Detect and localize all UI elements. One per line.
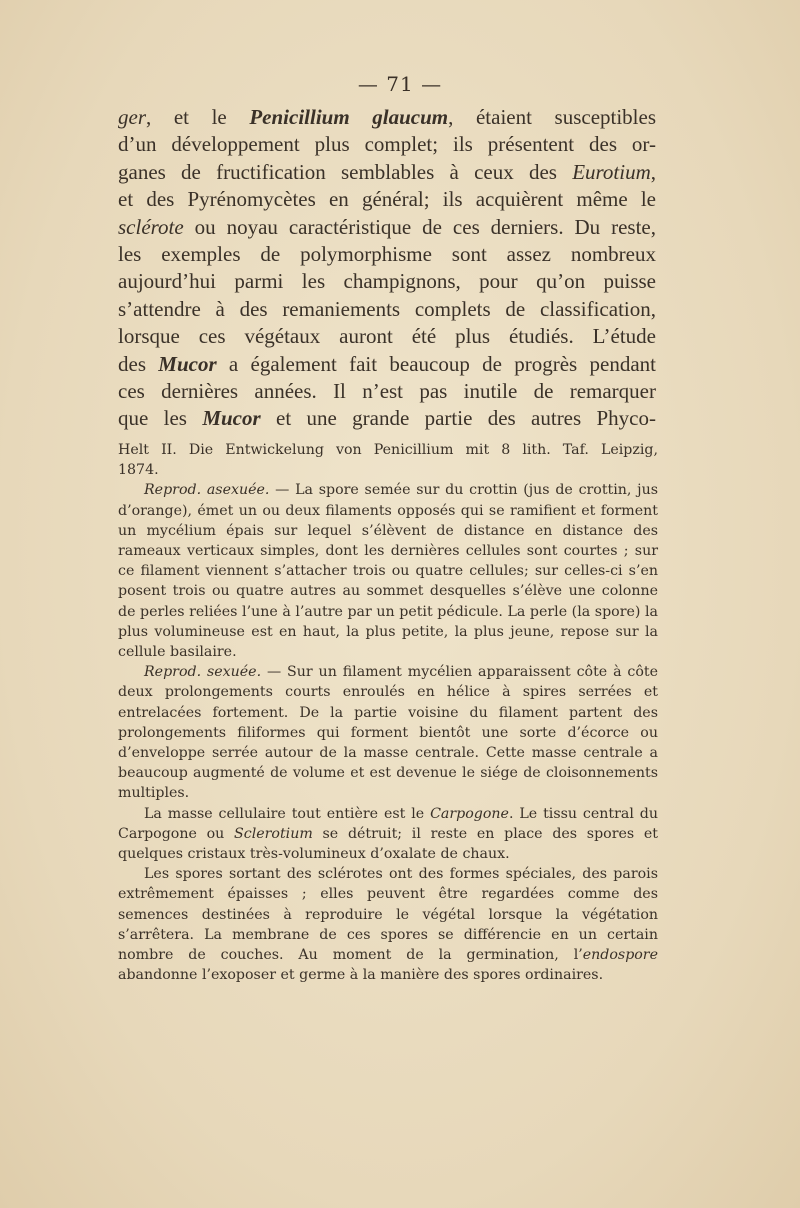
main-line: s’attendre à des remaniements complets de classification,	[118, 296, 656, 321]
main-line	[118, 104, 656, 131]
text-fragment: ou noyau caractéristique de ces derniers. Du reste,	[183, 214, 656, 239]
text-fragment: ganes de fructification semblables à ceux des	[118, 159, 573, 184]
text-fragment: , étaient susceptibles	[448, 105, 657, 129]
spores-paragraph	[118, 864, 658, 985]
text-fragment: a également fait beaucoup de progrès pendant	[216, 351, 656, 376]
genus-name: Mucor	[202, 406, 261, 431]
sexual-reproduction-paragraph	[118, 662, 658, 803]
term: sclérote	[118, 214, 184, 239]
main-line: d’un développement plus complet; ils présentent des or-	[118, 132, 656, 157]
genus-name: Eurotium	[572, 159, 651, 184]
paragraph-text: . Le tissu central du Carpogone ou	[118, 805, 658, 842]
main-text-block	[118, 104, 656, 433]
genus-name: Mucor	[158, 351, 217, 376]
main-line: et des Pyrénomycètes en général; ils acquièrent même le	[118, 187, 656, 212]
paragraph-text: abandonne l’exoposer et germe à la manière des spores ordinaires.	[118, 967, 604, 984]
text-fragment: ger	[118, 105, 146, 129]
reference-line: Helt II. Die Entwickelung von Penicillium mit 8 lith. Taf. Leipzig,	[118, 442, 658, 458]
species-name: Penicillium glaucum	[249, 105, 449, 129]
carpogone-paragraph	[118, 804, 658, 865]
term: endospore	[582, 947, 658, 964]
text-fragment: et une grande partie des autres Phyco-	[260, 406, 656, 431]
main-line: aujourd’hui parmi les champignons, pour qu’on puisse	[118, 269, 656, 294]
paragraph-text: se détruit; il reste en place des spores et quelques cristaux très-volumineux d’oxalate de chaux.	[118, 825, 659, 863]
text-fragment: des	[118, 351, 159, 376]
term: Sclerotium	[234, 825, 313, 842]
main-line: ces dernières années. Il n’est pas inutile de remarquer	[118, 379, 656, 404]
text-fragment: ,	[650, 159, 656, 184]
text-fragment: que les	[118, 406, 203, 431]
page-number: — 71 —	[357, 72, 443, 96]
section-label: Reprod. asexuée.	[144, 482, 270, 499]
text-fragment: , et le	[146, 105, 250, 129]
main-line	[118, 351, 656, 378]
paragraph-text: La masse cellulaire tout entière est le	[144, 805, 431, 822]
section-label: Reprod. sexuée.	[144, 664, 262, 681]
asexual-reproduction-paragraph	[118, 480, 658, 662]
main-line	[118, 214, 656, 241]
term: Carpogone	[430, 805, 509, 822]
main-line	[118, 405, 656, 432]
reference-year: 1874.	[118, 462, 159, 479]
footnote-block	[118, 440, 658, 985]
main-line: les exemples de polymorphisme sont assez nombreux	[118, 242, 656, 267]
paragraph-text: Les spores sortant des sclérotes ont des formes spéciales, des parois extrêmement épaisses ; elles peuvent être regardées comme des semences destinées à reproduire le végétal lorsque la végétation s’arrêtera. La membrane de ces spores se différencie en un certain nombre de couches. Au moment de la germination, l’	[118, 866, 658, 964]
main-line: lorsque ces végétaux auront été plus étudiés. L’étude	[118, 324, 656, 349]
paragraph-text: — Sur un filament mycélien apparaissent côte à côte deux prolongements courts enroulés en hélice à spires serrées et entrelacées fortement. De la partie voisine du filament partent des prolongements filiformes qui forment bientôt une sorte d’écorce ou d’enveloppe serrée autour de la masse centrale. Cette masse centrale a beaucoup augmenté de volume et est devenue le siége de cloisonnements multiples.	[118, 664, 658, 802]
main-line	[118, 159, 656, 186]
paragraph-text: — La spore semée sur du crottin (jus de crottin, jus d’orange), émet un ou deux filaments opposés qui se ramifient et forment un mycélium épais sur lequel s’élèvent de distance en distance des rameaux verticaux simples, dont les dernières cellules sont courtes ; sur ce filament viennent s’attacher trois ou quatre cellules; sur celles-ci s’en posent trois ou quatre autres au sommet desquelles s’élève une colonne de perles reliées l’une à l’autre par un petit pédicule. La perle (la spore) la plus volumineuse est en haut, la plus petite, la plus jeune, repose sur la cellule basilaire.	[118, 482, 658, 661]
